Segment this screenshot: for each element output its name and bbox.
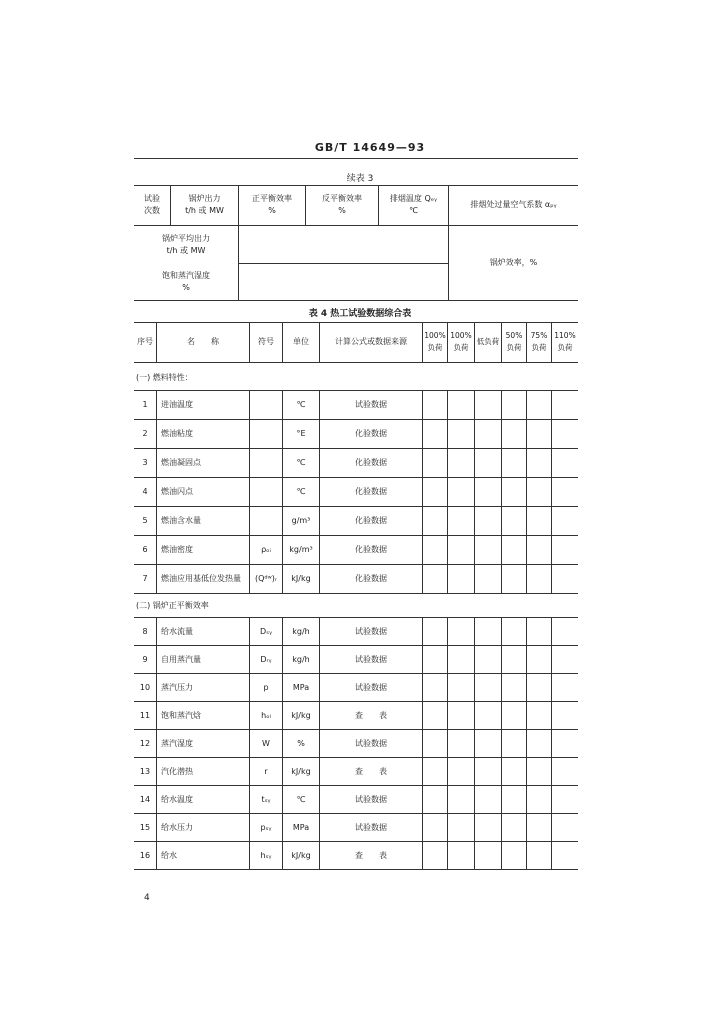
t4-cell-value <box>423 786 447 813</box>
t4-cell-value <box>423 730 447 757</box>
t4-cell-value <box>527 702 551 729</box>
t4-cell-value <box>527 786 551 813</box>
t4-cell-name: 燃油应用基低位发热量 <box>161 574 241 583</box>
t4-cell-unit: kJ/kg <box>291 766 311 776</box>
t4-cell-symbol: ρₒᵢ <box>261 545 271 554</box>
t4-cell-unit: ℃ <box>296 400 306 409</box>
t4-section-fuel: (一) 燃料特性： <box>136 373 193 382</box>
t4-cell-symbol: hₛᵧ <box>260 850 272 860</box>
header-rule <box>134 158 578 159</box>
t4-cell-name: 饱和蒸汽焓 <box>161 710 201 720</box>
t4-cell-symbol: Dᵣᵧ <box>260 654 272 664</box>
t4-cell-no: 3 <box>142 458 148 467</box>
t4-cell-unit: kJ/kg <box>291 574 311 583</box>
t4-cell-unit: kg/h <box>292 654 310 664</box>
t4-cell-value <box>475 449 501 477</box>
t4-cell-value <box>448 565 474 593</box>
t4-cell-value <box>423 478 447 506</box>
t4-cell-no: 2 <box>142 429 148 438</box>
page-header: GB/T 14649—93 <box>314 141 426 154</box>
t4-cell-value <box>552 536 578 564</box>
t4-cell-symbol: hₒₗ <box>261 710 271 720</box>
t4-cell-name: 汽化潜热 <box>161 766 193 776</box>
col-test-count: 试验 次数 <box>144 194 160 215</box>
t4-cell-value <box>527 618 551 645</box>
col-flue-temp: 排烟温度 Qₑᵧ ℃ <box>389 194 438 215</box>
t4-cell-unit: °E <box>296 429 306 438</box>
t4-cell-no: 14 <box>139 794 151 804</box>
row-avg-output: 锅炉平均出力 t/h 或 MW <box>162 233 210 255</box>
t4-cell-value <box>475 814 501 841</box>
t4-cell-value <box>475 730 501 757</box>
t4-cell-value <box>527 814 551 841</box>
t4-cell-no: 6 <box>142 545 148 554</box>
t4-cell-name: 进油温度 <box>161 400 193 409</box>
t4-cell-name: 给水温度 <box>161 794 193 804</box>
t4-cell-value <box>527 646 551 673</box>
t4-cell-name: 燃油密度 <box>161 545 193 554</box>
t4-col-load-75: 75% 负荷 <box>530 331 548 352</box>
t4-cell-value <box>475 758 501 785</box>
t4-cell-value <box>527 565 551 593</box>
t4-cell-value <box>502 391 526 419</box>
t4-cell-value <box>448 391 474 419</box>
t4-cell-value <box>475 674 501 701</box>
t4-cell-value <box>475 646 501 673</box>
col-boiler-output: 锅炉出力 t/h 或 MW <box>185 194 224 215</box>
t4-cell-value <box>448 842 474 869</box>
t4-cell-value <box>448 758 474 785</box>
col-indirect-efficiency: 反平衡效率 % <box>322 194 362 215</box>
t4-cell-value <box>475 786 501 813</box>
t4-col-load-100a: 100% 负荷 <box>424 331 446 352</box>
t4-cell-no: 16 <box>139 850 151 860</box>
t4-cell-unit: MPa <box>292 822 310 832</box>
t4-cell-source: 化验数据 <box>355 545 387 554</box>
t4-cell-value <box>448 674 474 701</box>
t4-cell-value <box>423 814 447 841</box>
t4-cell-value <box>423 674 447 701</box>
t4-cell-value <box>423 420 447 448</box>
t4-cell-value <box>448 646 474 673</box>
t4-cell-name: 自用蒸汽量 <box>161 654 201 664</box>
t4-cell-value <box>423 758 447 785</box>
t4-cell-source: 试验数据 <box>355 400 387 409</box>
t4-cell-source: 查 表 <box>355 710 387 720</box>
t4-cell-symbol <box>250 391 282 419</box>
t4-cell-symbol <box>250 420 282 448</box>
t4-cell-value <box>475 478 501 506</box>
t4-cell-name: 给水流量 <box>161 626 193 636</box>
t4-cell-value <box>502 674 526 701</box>
t4-cell-value <box>527 507 551 535</box>
table4-caption: 表 4 热工试验数据综合表 <box>308 309 412 319</box>
t4-cell-value <box>502 536 526 564</box>
t4-cell-value <box>502 730 526 757</box>
t4-cell-value <box>552 478 578 506</box>
t4-cell-value <box>448 478 474 506</box>
t4-cell-symbol <box>250 507 282 535</box>
t4-cell-value <box>502 449 526 477</box>
t4-cell-value <box>552 814 578 841</box>
t4-cell-value <box>527 420 551 448</box>
t4-cell-value <box>423 536 447 564</box>
t4-cell-source: 试验数据 <box>355 738 387 748</box>
t4-cell-symbol <box>250 449 282 477</box>
t4-cell-source: 化验数据 <box>355 487 387 496</box>
t4-cell-no: 10 <box>139 682 151 692</box>
t4-col-low-load: 低负荷 <box>476 337 500 346</box>
t4-cell-value <box>475 507 501 535</box>
t4-cell-unit: ℃ <box>296 794 306 804</box>
t4-col-load-50: 50% 负荷 <box>505 331 523 352</box>
t4-col-source: 计算公式或数据来源 <box>335 337 407 346</box>
t4-cell-symbol: pₛᵧ <box>260 822 272 832</box>
t4-cell-value <box>552 420 578 448</box>
t4-cell-no: 7 <box>142 574 148 583</box>
t4-cell-unit: ℃ <box>296 458 306 467</box>
t4-col-name: 名 称 <box>187 337 219 346</box>
t4-col-unit: 单位 <box>293 337 309 346</box>
t4-cell-no: 15 <box>139 822 151 832</box>
t4-cell-value <box>423 618 447 645</box>
t4-cell-value <box>552 786 578 813</box>
page-number: 4 <box>144 893 150 903</box>
t4-cell-unit: ℃ <box>296 487 306 496</box>
t4-cell-value <box>423 507 447 535</box>
t4-cell-source: 试验数据 <box>355 654 387 664</box>
t4-cell-value <box>527 730 551 757</box>
t4-cell-no: 5 <box>142 516 148 525</box>
t4-cell-value <box>448 814 474 841</box>
t4-cell-value <box>552 730 578 757</box>
col-direct-efficiency: 正平衡效率 % <box>252 194 292 215</box>
t4-cell-value <box>502 565 526 593</box>
t4-cell-value <box>552 449 578 477</box>
t4-cell-name: 蒸汽湿度 <box>161 738 193 748</box>
t4-cell-unit: kg/m³ <box>289 545 313 554</box>
t4-cell-no: 8 <box>142 626 148 636</box>
t4-cell-symbol: tₛᵧ <box>261 794 271 804</box>
t4-cell-value <box>448 507 474 535</box>
t4-cell-value <box>502 618 526 645</box>
t4-cell-unit: kJ/kg <box>291 850 311 860</box>
t4-cell-no: 11 <box>139 710 151 720</box>
t4-cell-unit: % <box>297 738 305 748</box>
t4-cell-value <box>527 674 551 701</box>
t4-cell-source: 试验数据 <box>355 822 387 832</box>
t4-cell-value <box>502 758 526 785</box>
t4-col-symbol: 符号 <box>258 337 274 346</box>
t4-cell-name: 燃油闪点 <box>161 487 193 496</box>
t4-col-load-100b: 100% 负荷 <box>450 331 472 352</box>
t4-cell-value <box>527 842 551 869</box>
t4-cell-symbol: Dₛᵧ <box>259 626 273 636</box>
t4-cell-source: 化验数据 <box>355 429 387 438</box>
t4-cell-no: 13 <box>139 766 151 776</box>
t4-cell-value <box>448 536 474 564</box>
t4-cell-value <box>502 786 526 813</box>
t4-cell-value <box>527 478 551 506</box>
t4-cell-source: 查 表 <box>355 850 387 860</box>
t4-section-direct: (二) 锅炉正平衡效率 <box>136 601 209 610</box>
t4-cell-value <box>448 449 474 477</box>
t4-cell-value <box>502 702 526 729</box>
t4-cell-unit: MPa <box>292 682 310 692</box>
t4-cell-name: 给水 <box>161 850 177 860</box>
t4-cell-value <box>502 842 526 869</box>
t4-cell-value <box>527 758 551 785</box>
t4-cell-unit: kJ/kg <box>291 710 311 720</box>
table3-caption: 续表 3 <box>346 174 374 184</box>
t4-cell-value <box>502 478 526 506</box>
t4-cell-value <box>475 420 501 448</box>
t4-cell-value <box>423 702 447 729</box>
t4-cell-value <box>475 536 501 564</box>
t4-cell-value <box>527 449 551 477</box>
row-steam-humidity: 饱和蒸汽湿度 % <box>162 271 210 292</box>
t4-cell-no: 4 <box>142 487 148 496</box>
t4-cell-value <box>448 618 474 645</box>
t4-cell-value <box>552 702 578 729</box>
t4-cell-name: 给水压力 <box>161 822 193 832</box>
t4-cell-source: 试验数据 <box>355 682 387 692</box>
t4-cell-value <box>475 842 501 869</box>
t4-cell-value <box>552 565 578 593</box>
t4-cell-value <box>552 391 578 419</box>
t4-cell-value <box>475 565 501 593</box>
t4-cell-no: 12 <box>139 738 151 748</box>
t4-cell-name: 燃油凝固点 <box>161 458 201 467</box>
t4-cell-value <box>552 618 578 645</box>
t4-cell-value <box>423 842 447 869</box>
t4-cell-value <box>552 507 578 535</box>
t4-cell-source: 化验数据 <box>355 458 387 467</box>
t4-cell-unit: kg/h <box>292 626 310 636</box>
t4-cell-value <box>475 702 501 729</box>
t4-cell-symbol: W <box>262 738 270 748</box>
t4-cell-source: 化验数据 <box>355 574 387 583</box>
t4-cell-value <box>527 536 551 564</box>
t4-cell-value <box>448 420 474 448</box>
t4-cell-value <box>552 758 578 785</box>
t4-cell-value <box>448 730 474 757</box>
t4-cell-source: 化验数据 <box>355 516 387 525</box>
t4-cell-value <box>448 786 474 813</box>
t4-cell-value <box>423 449 447 477</box>
t4-cell-source: 试验数据 <box>355 626 387 636</box>
t4-cell-no: 1 <box>142 400 148 409</box>
t4-cell-value <box>502 814 526 841</box>
t4-cell-symbol: p <box>263 682 269 692</box>
t4-cell-name: 燃油含水量 <box>161 516 201 525</box>
row-boiler-efficiency: 锅炉效率，% <box>489 258 538 267</box>
t4-cell-symbol: r <box>264 766 268 776</box>
t4-cell-name: 蒸汽压力 <box>161 682 193 692</box>
t4-cell-value <box>527 391 551 419</box>
t4-cell-no: 9 <box>142 654 148 664</box>
t4-cell-value <box>502 646 526 673</box>
t4-cell-symbol <box>250 478 282 506</box>
t4-cell-value <box>552 674 578 701</box>
t4-cell-value <box>502 507 526 535</box>
t4-col-no: 序号 <box>137 337 153 346</box>
t4-cell-value <box>552 842 578 869</box>
t4-cell-value <box>423 646 447 673</box>
t4-cell-value <box>448 702 474 729</box>
t4-cell-name: 燃油粘度 <box>161 429 193 438</box>
t4-cell-value <box>475 618 501 645</box>
t4-cell-value <box>502 420 526 448</box>
t4-cell-value <box>552 646 578 673</box>
col-excess-air: 排烟处过量空气系数 αₚᵧ <box>470 200 557 209</box>
t4-cell-unit: g/m³ <box>291 516 311 525</box>
t4-cell-value <box>423 565 447 593</box>
t4-cell-source: 查 表 <box>355 766 387 776</box>
t4-cell-value <box>423 391 447 419</box>
t4-cell-value <box>475 391 501 419</box>
t4-cell-source: 试验数据 <box>355 794 387 804</box>
t4-cell-symbol: (Qᵈʷ)ᵣ <box>255 574 277 583</box>
t4-col-load-110: 110% 负荷 <box>554 331 576 352</box>
